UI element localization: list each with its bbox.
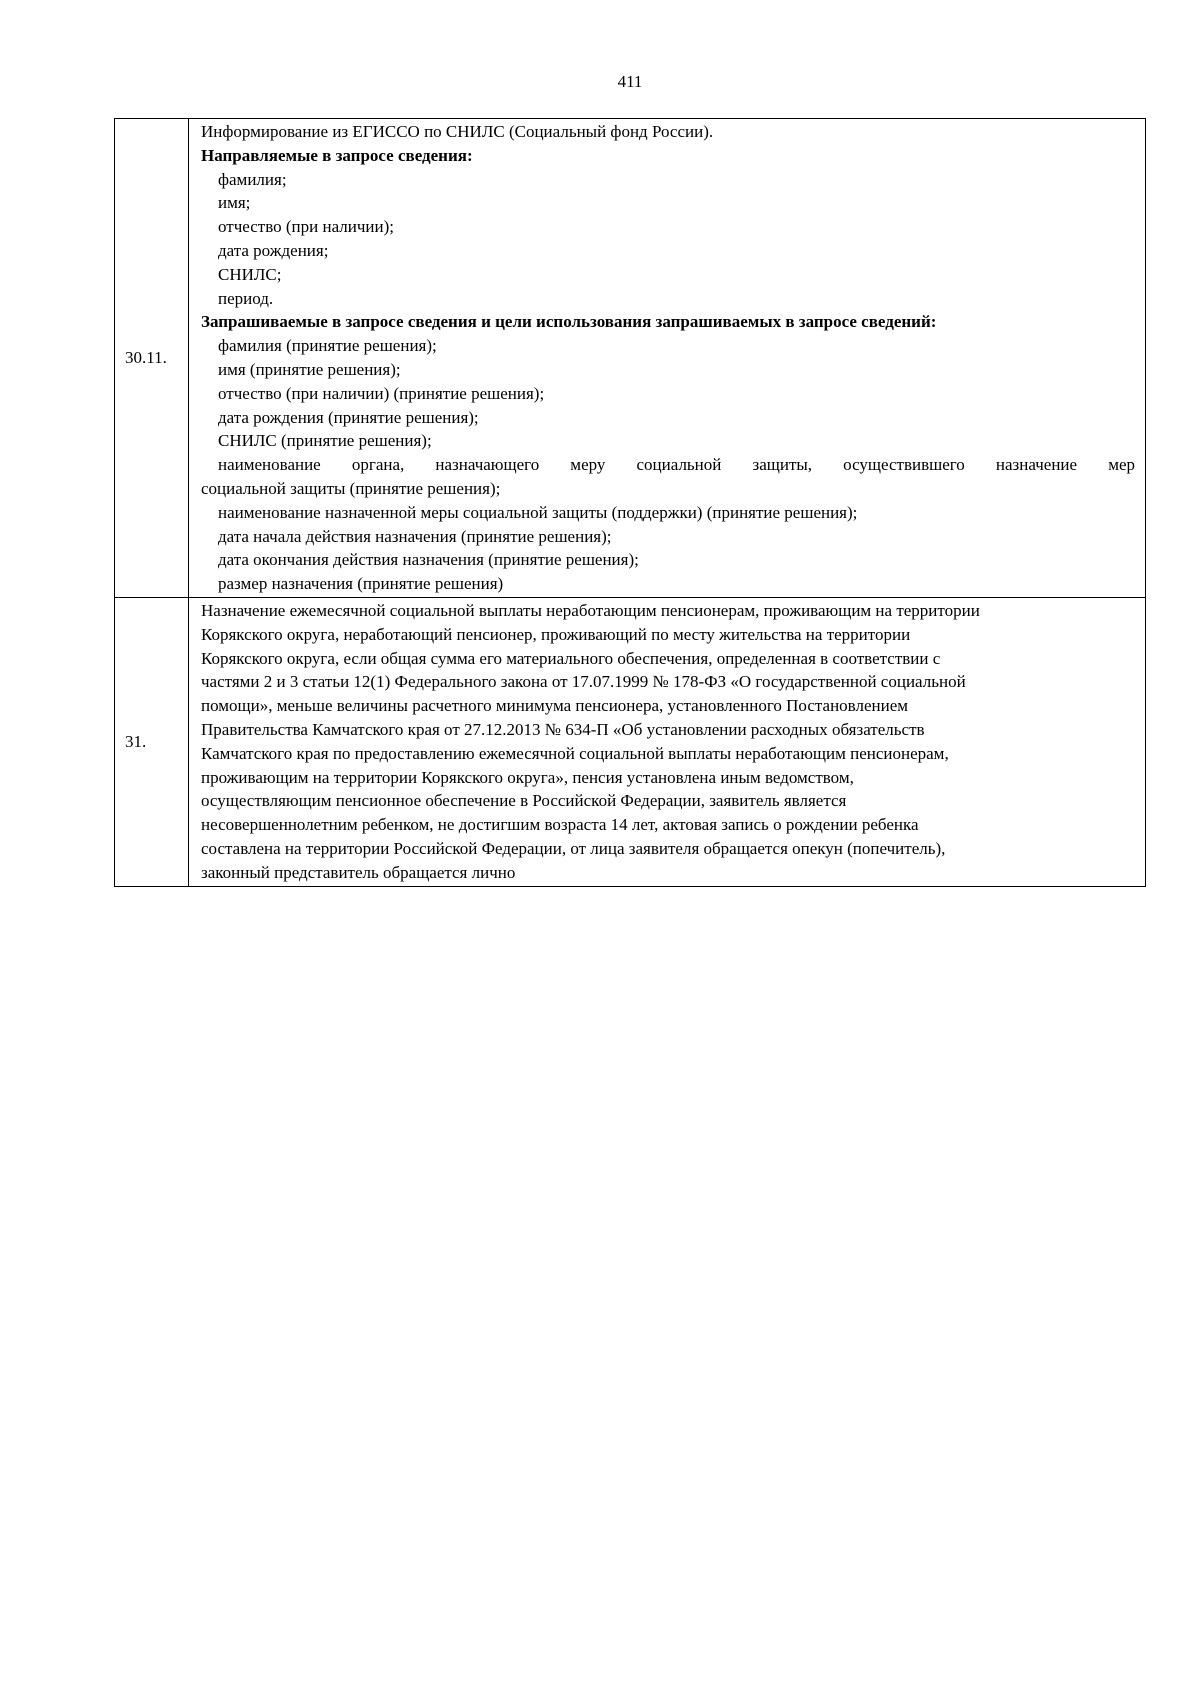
list-item: дата рождения (принятие решения); xyxy=(218,407,479,427)
list-item: СНИЛС; xyxy=(218,264,282,284)
list-item: дата начала действия назначения (принятие решения); xyxy=(218,526,612,546)
list-item: СНИЛС (принятие решения); xyxy=(218,431,432,451)
text-line: помощи», меньше величины расчетного минимума пенсионера, установленного Постановлением xyxy=(201,696,909,716)
list-item: имя (принятие решения); xyxy=(218,359,401,379)
list-item: имя; xyxy=(218,193,251,213)
row-number: 30.11. xyxy=(115,119,189,598)
table-row xyxy=(115,597,1146,886)
row-intro: Информирование из ЕГИССО по СНИЛС (Социальный фонд России). xyxy=(201,122,714,141)
list-item-long: наименование органа, назначающего меру социальной защиты, осуществившего назначение мер xyxy=(218,455,1135,475)
row-number: 31. xyxy=(115,597,189,886)
list-item-long-continuation: социальной защиты (принятие решения); xyxy=(201,478,501,498)
sent-heading: Направляемые в запросе сведения: xyxy=(201,145,473,165)
list-item: период. xyxy=(218,288,274,308)
text-line: несовершеннолетним ребенком, не достигшим возраста 14 лет, актовая запись о рождении ребенка xyxy=(201,815,919,835)
text-line: Назначение ежемесячной социальной выплаты неработающим пенсионерам, проживающим на территории xyxy=(201,600,980,620)
text-line: законный представитель обращается лично xyxy=(201,862,516,882)
row-content xyxy=(189,119,1146,598)
services-table xyxy=(114,118,1146,887)
text-line: осуществляющим пенсионное обеспечение в Российской Федерации, заявитель является xyxy=(201,791,847,811)
list-item: отчество (при наличии) (принятие решения); xyxy=(218,383,545,403)
list-item: отчество (при наличии); xyxy=(218,217,394,237)
text-line: составлена на территории Российской Федерации, от лица заявителя обращается опекун (попечитель), xyxy=(201,838,946,858)
table-row xyxy=(115,119,1146,598)
text-line: Корякского округа, неработающий пенсионер, проживающий по месту жительства на территории xyxy=(201,624,911,644)
text-line: Камчатского края по предоставлению ежемесячной социальной выплаты неработающим пенсионерам, xyxy=(201,743,949,763)
list-item: дата рождения; xyxy=(218,240,329,260)
list-item: фамилия (принятие решения); xyxy=(218,336,437,356)
row-content xyxy=(189,597,1146,886)
requested-heading: Запрашиваемые в запросе сведения и цели использования запрашиваемых в запросе сведений: xyxy=(201,312,937,332)
page-number: 411 xyxy=(617,72,643,91)
list-item: фамилия; xyxy=(218,169,287,189)
text-line: частями 2 и 3 статьи 12(1) Федерального закона от 17.07.1999 № 178-ФЗ «О государственной социальной xyxy=(201,672,966,692)
text-line: Правительства Камчатского края от 27.12.2013 № 634-П «Об установлении расходных обязательств xyxy=(201,719,925,739)
text-line: проживающим на территории Корякского округа», пенсия установлена иным ведомством, xyxy=(201,767,854,787)
list-item: наименование назначенной меры социальной защиты (поддержки) (принятие решения); xyxy=(218,502,858,522)
list-item: дата окончания действия назначения (принятие решения); xyxy=(218,550,639,570)
text-line: Корякского округа, если общая сумма его материального обеспечения, определенная в соответствии с xyxy=(201,648,941,668)
list-item: размер назначения (принятие решения) xyxy=(218,574,504,594)
